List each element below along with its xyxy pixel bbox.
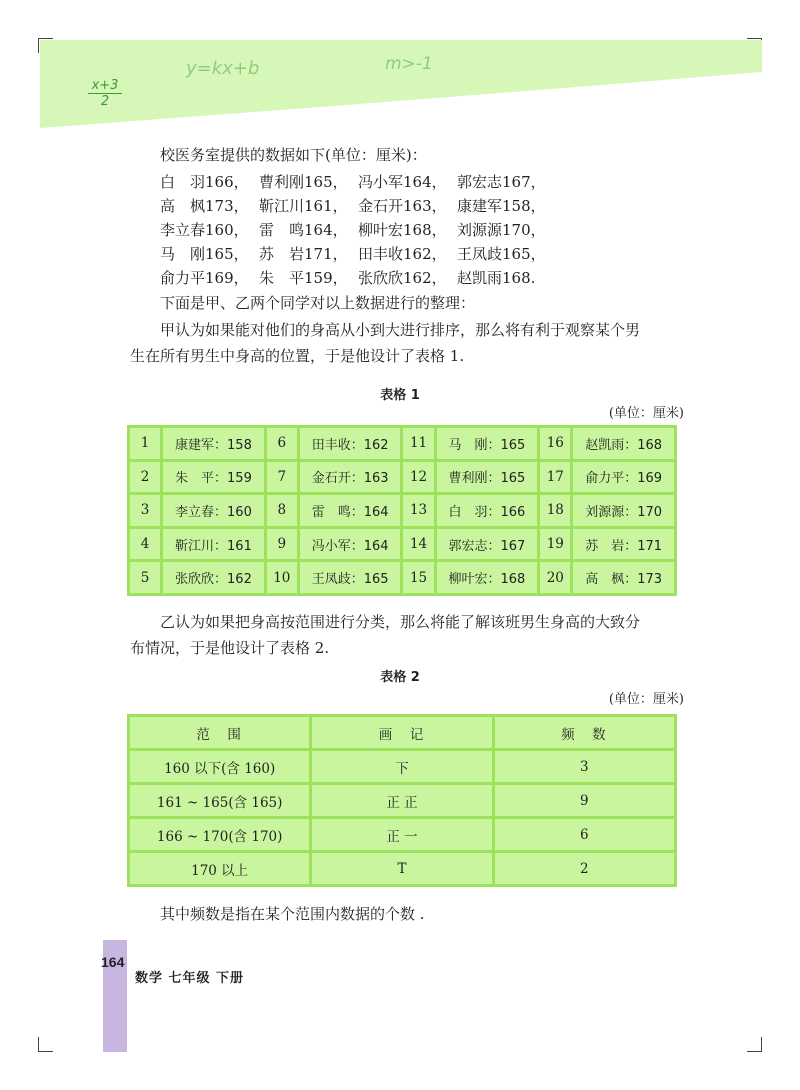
table-cell-frequency: 9 bbox=[493, 784, 675, 818]
intro-text: 校医务室提供的数据如下(单位：厘米)： bbox=[160, 146, 427, 164]
table-row bbox=[129, 427, 676, 461]
table-cell-name: 郭宏志：167 bbox=[435, 527, 539, 561]
table-cell-range: 166 ~ 170(含 170) bbox=[129, 818, 311, 852]
table-cell-name: 金石开：163 bbox=[298, 460, 402, 494]
table-row bbox=[129, 818, 676, 852]
table-cell-index: 7 bbox=[265, 460, 298, 494]
data-entry: 郭宏志167， bbox=[457, 173, 546, 191]
data-entry: 金石开163， bbox=[358, 197, 447, 215]
data-entry: 冯小军164， bbox=[358, 173, 447, 191]
paragraph-2-line-1: 甲认为如果能对他们的身高从小到大进行排序，那么将有利于观察某个男 bbox=[160, 321, 641, 339]
data-entry: 刘源源170， bbox=[457, 221, 546, 239]
table-cell-tally: T bbox=[311, 852, 493, 886]
table-cell-name: 白 羽：166 bbox=[435, 494, 539, 528]
table-row bbox=[129, 750, 676, 784]
data-entry: 赵凯雨168. bbox=[457, 269, 536, 287]
table-cell-name: 靳江川：161 bbox=[162, 527, 266, 561]
table-header-cell: 频 数 bbox=[493, 716, 675, 750]
paragraph-3-line-2: 布情况，于是他设计了表格 2. bbox=[130, 639, 330, 657]
table-row bbox=[129, 494, 676, 528]
table-cell-range: 161 ~ 165(含 165) bbox=[129, 784, 311, 818]
data-entry: 苏 岩171， bbox=[259, 245, 348, 263]
data-entry: 田丰收162， bbox=[358, 245, 447, 263]
page-number: 164 bbox=[101, 954, 125, 970]
data-entry: 王凤歧165， bbox=[457, 245, 546, 263]
table-cell-index: 11 bbox=[402, 427, 435, 461]
table-cell-index: 20 bbox=[539, 561, 572, 595]
table-cell-name: 张欣欣：162 bbox=[162, 561, 266, 595]
table-cell-name: 曹利刚：165 bbox=[435, 460, 539, 494]
table-cell-index: 3 bbox=[129, 494, 162, 528]
table1-sorted-heights bbox=[127, 425, 677, 596]
data-entry: 雷 鸣164， bbox=[259, 221, 348, 239]
table1-caption: 表格 1 bbox=[380, 388, 420, 403]
table-cell-name: 田丰收：162 bbox=[298, 427, 402, 461]
table-cell-name: 赵凯雨：168 bbox=[572, 427, 676, 461]
data-entry: 曹利刚165， bbox=[259, 173, 348, 191]
table-cell-name: 雷 鸣：164 bbox=[298, 494, 402, 528]
paragraph-1: 下面是甲、乙两个同学对以上数据进行的整理： bbox=[160, 294, 476, 312]
table1-unit: (单位：厘米) bbox=[608, 406, 684, 421]
table-cell-name: 王凤歧：165 bbox=[298, 561, 402, 595]
banner-equation-1: y=kx+b bbox=[186, 58, 260, 79]
table2-caption: 表格 2 bbox=[380, 670, 420, 685]
table-cell-range: 160 以下(含 160) bbox=[129, 750, 311, 784]
table-cell-index: 15 bbox=[402, 561, 435, 595]
table-cell-name: 冯小军：164 bbox=[298, 527, 402, 561]
data-entry: 朱 平159， bbox=[259, 269, 348, 287]
data-entry: 俞力平169， bbox=[160, 269, 249, 287]
table-cell-index: 17 bbox=[539, 460, 572, 494]
paragraph-2-line-2: 生在所有男生中身高的位置，于是他设计了表格 1. bbox=[130, 347, 465, 365]
table-cell-frequency: 3 bbox=[493, 750, 675, 784]
table-header-cell: 范 围 bbox=[129, 716, 311, 750]
table-cell-name: 苏 岩：171 bbox=[572, 527, 676, 561]
paragraph-4: 其中频数是指在某个范围内数据的个数 . bbox=[160, 905, 425, 923]
data-entry: 李立春160， bbox=[160, 221, 249, 239]
table-cell-index: 10 bbox=[265, 561, 298, 595]
table-cell-index: 14 bbox=[402, 527, 435, 561]
table-cell-name: 高 枫：173 bbox=[572, 561, 676, 595]
banner-fraction-numerator: x+3 bbox=[91, 78, 119, 93]
table-cell-index: 6 bbox=[265, 427, 298, 461]
table-cell-name: 李立春：160 bbox=[162, 494, 266, 528]
table-cell-index: 5 bbox=[129, 561, 162, 595]
table-cell-index: 1 bbox=[129, 427, 162, 461]
table-cell-index: 4 bbox=[129, 527, 162, 561]
table-row bbox=[129, 561, 676, 595]
crop-mark-bottom-left bbox=[38, 1037, 53, 1052]
banner-equation-2: m>-1 bbox=[385, 54, 433, 74]
table-cell-index: 16 bbox=[539, 427, 572, 461]
table-row bbox=[129, 527, 676, 561]
table-cell-frequency: 6 bbox=[493, 818, 675, 852]
data-entry: 白 羽166， bbox=[160, 173, 249, 191]
table-cell-index: 9 bbox=[265, 527, 298, 561]
table-cell-frequency: 2 bbox=[493, 852, 675, 886]
table-cell-index: 8 bbox=[265, 494, 298, 528]
banner-fraction-denominator: 2 bbox=[88, 93, 122, 109]
table-cell-tally: 正 正 bbox=[311, 784, 493, 818]
table-cell-index: 2 bbox=[129, 460, 162, 494]
table-row bbox=[129, 852, 676, 886]
data-entry: 张欣欣162， bbox=[358, 269, 447, 287]
book-title: 数学 七年级 下册 bbox=[135, 971, 245, 986]
table-cell-index: 13 bbox=[402, 494, 435, 528]
data-entry: 靳江川161， bbox=[259, 197, 348, 215]
data-entry: 马 刚165， bbox=[160, 245, 249, 263]
table-cell-tally: 正 一 bbox=[311, 818, 493, 852]
data-entry: 柳叶宏168， bbox=[358, 221, 447, 239]
table-cell-name: 康建军：158 bbox=[162, 427, 266, 461]
table2-unit: (单位：厘米) bbox=[608, 692, 684, 707]
table-cell-name: 俞力平：169 bbox=[572, 460, 676, 494]
table-cell-index: 12 bbox=[402, 460, 435, 494]
data-entry: 高 枫173， bbox=[160, 197, 249, 215]
table-cell-name: 朱 平：159 bbox=[162, 460, 266, 494]
table-header-cell: 画 记 bbox=[311, 716, 493, 750]
crop-mark-bottom-right bbox=[747, 1037, 762, 1052]
paragraph-3-line-1: 乙认为如果把身高按范围进行分类，那么将能了解该班男生身高的大致分 bbox=[160, 613, 641, 631]
table-row bbox=[129, 784, 676, 818]
table-cell-index: 18 bbox=[539, 494, 572, 528]
table-cell-range: 170 以上 bbox=[129, 852, 311, 886]
table-cell-tally: 下 bbox=[311, 750, 493, 784]
table-cell-name: 柳叶宏：168 bbox=[435, 561, 539, 595]
data-entry: 康建军158， bbox=[457, 197, 546, 215]
table2-frequency bbox=[127, 714, 677, 887]
table-header-row bbox=[129, 716, 676, 750]
table-cell-name: 刘源源：170 bbox=[572, 494, 676, 528]
table-cell-name: 马 刚：165 bbox=[435, 427, 539, 461]
banner-fraction bbox=[88, 78, 122, 109]
table-row bbox=[129, 460, 676, 494]
table-cell-index: 19 bbox=[539, 527, 572, 561]
